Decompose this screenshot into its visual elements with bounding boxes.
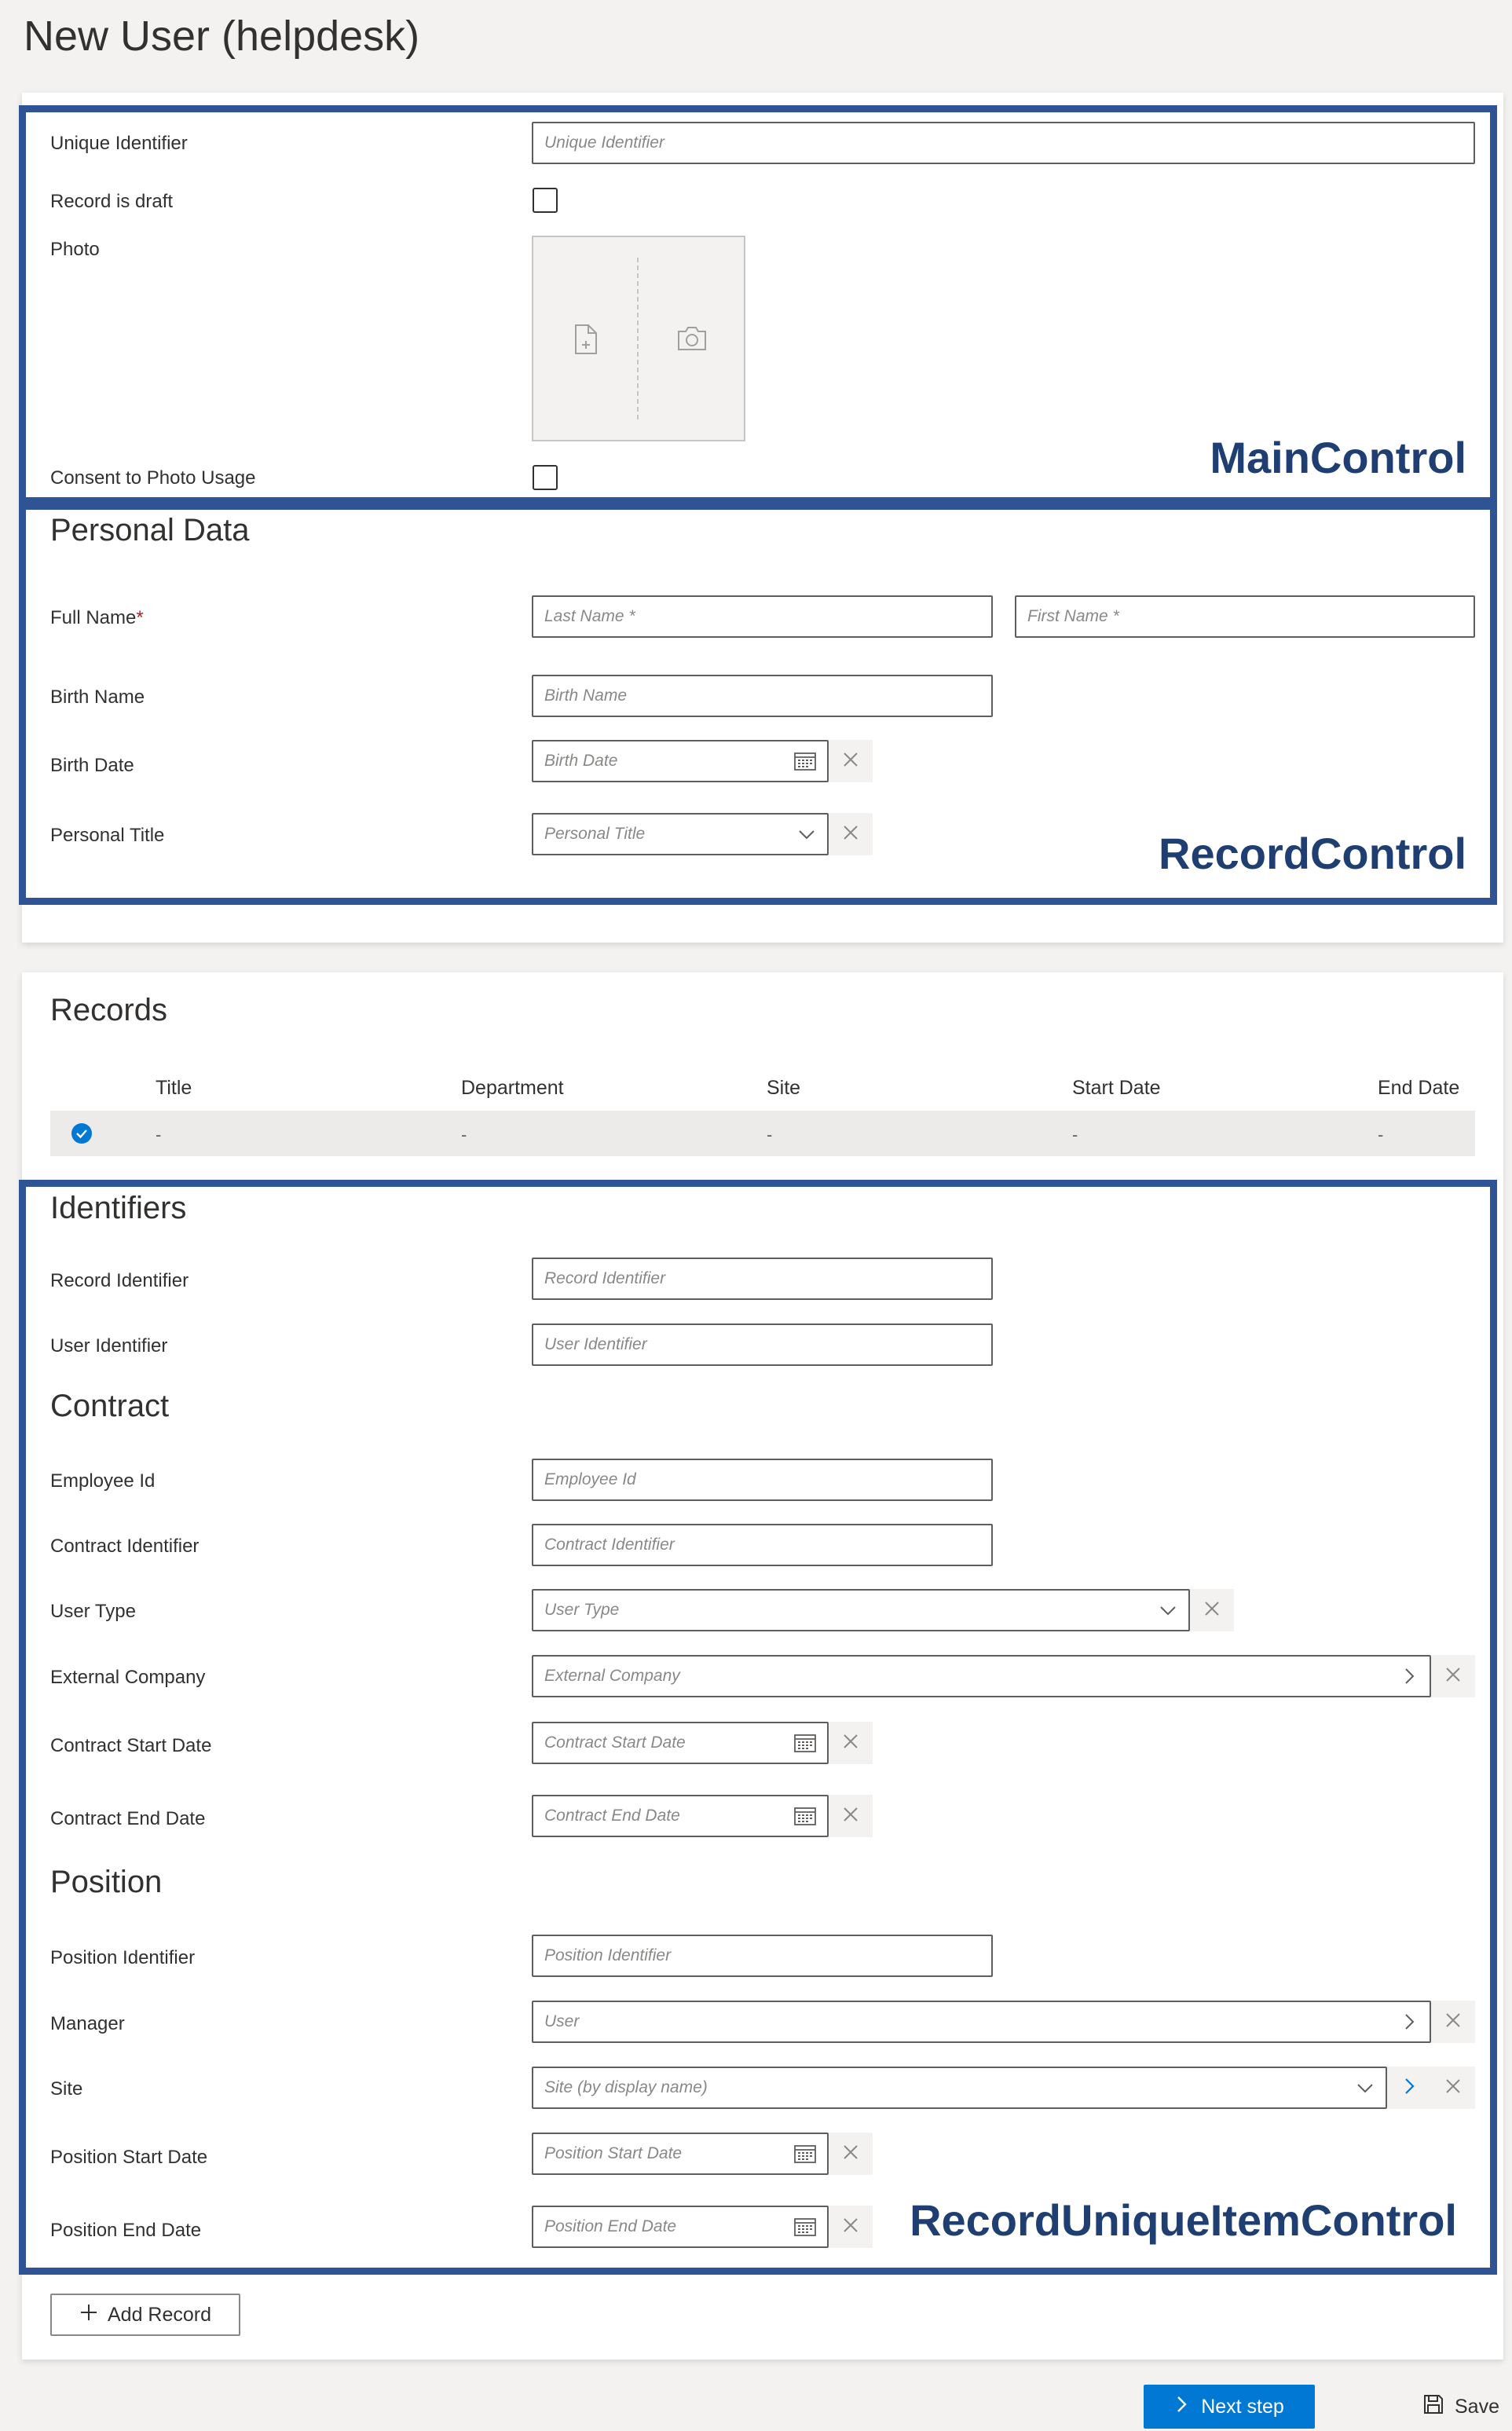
last-name-input[interactable]: Last Name * [532, 595, 993, 638]
column-header-site[interactable]: Site [767, 1077, 801, 1099]
personal-data-heading: Personal Data [50, 513, 250, 547]
contract-start-date-input[interactable] [532, 1722, 829, 1764]
site-clear-button[interactable] [1431, 2067, 1475, 2109]
position-start-date-clear-button[interactable] [829, 2133, 873, 2175]
user-type-label: User Type [50, 1601, 136, 1622]
site-placeholder: Site (by display name) [544, 2078, 708, 2096]
contract-end-date-input[interactable] [532, 1795, 829, 1837]
page-title: New User (helpdesk) [24, 13, 420, 60]
birth-date-clear-button[interactable] [829, 740, 873, 782]
close-icon [1203, 1599, 1221, 1622]
contract-start-date-clear-button[interactable] [829, 1722, 873, 1764]
contract-identifier-input[interactable]: Contract Identifier [532, 1524, 993, 1566]
cell-start-date: - [1072, 1125, 1078, 1144]
calendar-icon[interactable] [794, 2207, 816, 2246]
position-identifier-input[interactable]: Position Identifier [532, 1935, 993, 1977]
identifiers-heading: Identifiers [50, 1191, 187, 1225]
photo-label: Photo [50, 239, 100, 260]
birth-date-input[interactable] [532, 740, 829, 782]
row-selected-check-icon[interactable] [71, 1122, 93, 1148]
column-header-title[interactable]: Title [156, 1077, 192, 1099]
records-heading: Records [50, 993, 167, 1027]
employee-id-label: Employee Id [50, 1470, 156, 1492]
record-control-label: RecordControl [1159, 829, 1466, 878]
consent-checkbox[interactable] [533, 465, 558, 490]
chevron-right-icon[interactable] [1400, 1657, 1419, 1696]
contract-heading: Contract [50, 1389, 170, 1423]
site-dropdown[interactable] [532, 2067, 1387, 2109]
close-icon [841, 2216, 860, 2239]
user-identifier-input[interactable]: User Identifier [532, 1324, 993, 1366]
user-type-dropdown[interactable] [532, 1589, 1190, 1631]
birth-date-label: Birth Date [50, 755, 134, 776]
user-identifier-label: User Identifier [50, 1335, 168, 1356]
calendar-icon[interactable] [794, 741, 816, 781]
calendar-icon[interactable] [794, 2134, 816, 2173]
column-header-department[interactable]: Department [461, 1077, 564, 1099]
next-step-button[interactable] [1144, 2385, 1315, 2429]
contract-start-date-placeholder: Contract Start Date [544, 1734, 686, 1752]
birth-date-placeholder: Birth Date [544, 752, 618, 770]
chevron-down-icon [1356, 2068, 1375, 2107]
site-label: Site [50, 2078, 83, 2100]
manager-clear-button[interactable] [1431, 2001, 1475, 2043]
close-icon [1444, 2077, 1463, 2100]
position-identifier-label: Position Identifier [50, 1947, 196, 1968]
record-is-draft-label: Record is draft [50, 191, 174, 212]
close-icon [841, 2143, 860, 2166]
external-company-label: External Company [50, 1667, 206, 1688]
save-button[interactable] [1423, 2391, 1499, 2422]
birth-name-label: Birth Name [50, 686, 145, 708]
contract-start-date-label: Contract Start Date [50, 1735, 212, 1756]
contract-end-date-clear-button[interactable] [829, 1795, 873, 1837]
position-start-date-input[interactable] [532, 2133, 829, 2175]
external-company-placeholder: External Company [544, 1667, 680, 1685]
consent-label: Consent to Photo Usage [50, 467, 256, 489]
record-identifier-label: Record Identifier [50, 1270, 189, 1291]
manager-lookup[interactable] [532, 2001, 1431, 2043]
site-navigate-button[interactable] [1387, 2067, 1431, 2109]
main-control-label: MainControl [1210, 433, 1466, 482]
position-heading: Position [50, 1865, 163, 1899]
manager-placeholder: User [544, 2012, 580, 2030]
calendar-icon[interactable] [794, 1723, 816, 1763]
position-end-date-clear-button[interactable] [829, 2206, 873, 2248]
calendar-icon[interactable] [794, 1796, 816, 1836]
manager-label: Manager [50, 2013, 125, 2034]
close-icon [841, 1732, 860, 1755]
personal-title-dropdown[interactable] [532, 813, 829, 855]
position-end-date-placeholder: Position End Date [544, 2217, 677, 2235]
personal-title-clear-button[interactable] [829, 813, 873, 855]
full-name-label [50, 605, 144, 632]
photo-picker[interactable] [532, 236, 745, 441]
contract-end-date-placeholder: Contract End Date [544, 1807, 680, 1825]
personal-title-label: Personal Title [50, 825, 165, 846]
required-mark: * [136, 607, 144, 628]
external-company-clear-button[interactable] [1431, 1655, 1475, 1697]
employee-id-input[interactable]: Employee Id [532, 1459, 993, 1501]
file-upload-icon[interactable] [573, 324, 599, 359]
contract-end-date-label: Contract End Date [50, 1808, 206, 1829]
record-is-draft-checkbox[interactable] [533, 188, 558, 213]
column-header-start-date[interactable]: Start Date [1072, 1077, 1161, 1099]
add-record-label: Add Record [107, 2303, 212, 2326]
close-icon [1444, 2011, 1463, 2034]
close-icon [841, 823, 860, 846]
user-type-placeholder: User Type [544, 1601, 620, 1619]
chevron-right-icon [1174, 2395, 1190, 2419]
cell-department: - [461, 1125, 467, 1144]
photo-divider [637, 258, 639, 419]
chevron-down-icon [797, 815, 816, 854]
column-header-end-date[interactable]: End Date [1378, 1077, 1460, 1099]
close-icon [1444, 1665, 1463, 1688]
position-end-date-input[interactable] [532, 2206, 829, 2248]
cell-end-date: - [1378, 1125, 1384, 1144]
chevron-down-icon [1159, 1591, 1177, 1630]
position-start-date-placeholder: Position Start Date [544, 2144, 683, 2162]
birth-name-input[interactable]: Birth Name [532, 675, 993, 717]
camera-icon[interactable] [676, 325, 708, 356]
full-name-label-text: Full Name [50, 607, 137, 628]
contract-identifier-label: Contract Identifier [50, 1536, 200, 1557]
cell-title: - [156, 1125, 162, 1144]
cell-site: - [767, 1125, 773, 1144]
external-company-lookup[interactable] [532, 1655, 1431, 1697]
chevron-right-icon[interactable] [1400, 2002, 1419, 2041]
save-label: Save [1455, 2395, 1499, 2418]
unique-identifier-input[interactable]: Unique Identifier [532, 122, 1475, 164]
close-icon [841, 1805, 860, 1828]
close-icon [841, 750, 860, 773]
user-type-clear-button[interactable] [1190, 1589, 1234, 1631]
unique-identifier-label: Unique Identifier [50, 133, 188, 154]
next-step-label: Next step [1201, 2395, 1284, 2418]
save-icon [1423, 2394, 1444, 2420]
chevron-right-icon [1400, 2077, 1419, 2100]
personal-title-placeholder: Personal Title [544, 825, 646, 843]
position-end-date-label: Position End Date [50, 2220, 202, 2241]
record-unique-item-control-label: RecordUniqueItemControl [910, 2195, 1457, 2245]
position-start-date-label: Position Start Date [50, 2147, 208, 2168]
record-identifier-input[interactable]: Record Identifier [532, 1258, 993, 1300]
table-row[interactable] [50, 1111, 1475, 1156]
add-icon [79, 2303, 98, 2327]
first-name-input[interactable]: First Name * [1015, 595, 1475, 638]
add-record-button[interactable] [50, 2294, 240, 2336]
